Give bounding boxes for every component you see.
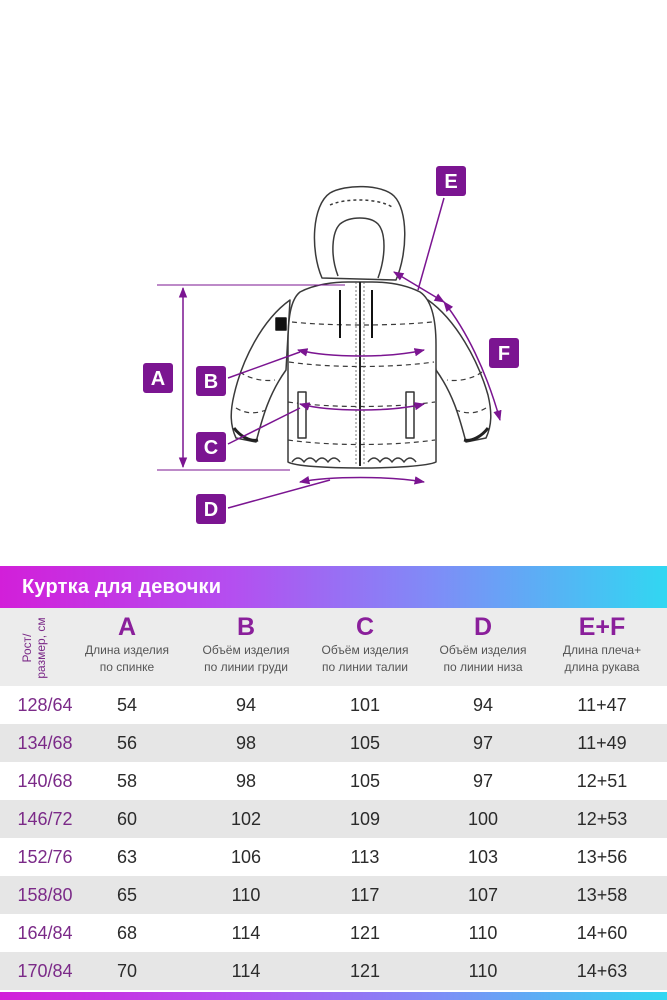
size-header-label: Рост/ размер, см (20, 617, 48, 679)
column-desc: по линии груди (204, 660, 288, 674)
value-cell-b: 98 (235, 771, 257, 791)
column-desc: Объём изделия (202, 643, 290, 657)
marker-b (196, 366, 226, 396)
column-desc: Объём изделия (321, 643, 409, 657)
value-cell-d: 103 (467, 847, 499, 867)
column-desc: Длина плеча+ (562, 643, 642, 657)
size-cell: 134/68 (17, 733, 73, 753)
value-cell-ef: 14+60 (576, 923, 628, 943)
value-cell-c: 121 (349, 923, 381, 943)
size-column-header (4, 614, 64, 682)
svg-text:E: E (444, 171, 458, 193)
table-row (0, 952, 667, 990)
column-letter: E+F (578, 613, 626, 641)
value-cell-c: 113 (350, 847, 380, 867)
value-cell-a: 65 (116, 885, 138, 905)
value-cell-ef: 11+49 (577, 733, 627, 753)
value-cell-c: 101 (349, 695, 381, 715)
value-cell-d: 110 (468, 923, 498, 943)
column-desc: длина рукава (564, 660, 640, 674)
jacket-illustration (231, 187, 491, 468)
value-cell-d: 97 (472, 771, 494, 791)
table-row (0, 762, 667, 800)
marker-f (489, 338, 519, 368)
value-cell-b: 98 (235, 733, 257, 753)
column-letter: D (473, 613, 493, 641)
value-cell-a: 68 (116, 923, 138, 943)
marker-a (143, 363, 173, 393)
column-letter: C (355, 613, 375, 641)
svg-text:B: B (203, 371, 219, 393)
value-cell-d: 107 (467, 885, 499, 905)
size-cell: 146/72 (17, 809, 73, 829)
table-row (0, 914, 667, 952)
size-cell: 128/64 (17, 695, 73, 715)
value-cell-b: 102 (230, 809, 262, 829)
marker-d (196, 494, 226, 524)
value-cell-a: 70 (116, 961, 138, 981)
size-cell: 170/84 (17, 961, 73, 981)
size-cell: 152/76 (17, 847, 73, 867)
column-desc: Длина изделия (85, 643, 169, 657)
value-cell-a: 56 (116, 733, 138, 753)
table-title: Куртка для девочки (22, 576, 222, 598)
value-cell-c: 105 (349, 771, 381, 791)
size-cell: 158/80 (17, 885, 73, 905)
table-row (0, 838, 667, 876)
value-cell-a: 63 (116, 847, 138, 867)
table-row (0, 686, 667, 724)
value-cell-ef: 11+47 (577, 695, 627, 715)
value-cell-c: 117 (350, 885, 380, 905)
column-header-b (181, 612, 311, 676)
column-desc: по линии низа (443, 660, 523, 674)
marker-c (196, 432, 226, 462)
marker-e (436, 166, 466, 196)
size-cell: 164/84 (17, 923, 73, 943)
value-cell-b: 114 (231, 923, 261, 943)
table-row (0, 876, 667, 914)
column-header-a (62, 612, 192, 676)
value-cell-d: 100 (467, 809, 499, 829)
column-letter: B (236, 613, 256, 641)
value-cell-ef: 14+63 (576, 961, 628, 981)
column-header-c (300, 612, 430, 676)
value-cell-d: 97 (472, 733, 494, 753)
value-cell-b: 114 (231, 961, 261, 981)
value-cell-a: 58 (116, 771, 138, 791)
svg-text:D: D (203, 499, 219, 521)
column-desc: по спинке (99, 660, 155, 674)
table-row (0, 800, 667, 838)
value-cell-b: 110 (231, 885, 261, 905)
value-cell-ef: 12+51 (576, 771, 628, 791)
value-cell-b: 94 (235, 695, 257, 715)
svg-text:C: C (203, 437, 219, 459)
value-cell-c: 121 (349, 961, 381, 981)
column-header-ef (537, 612, 667, 676)
value-cell-ef: 13+58 (576, 885, 628, 905)
column-letter: A (117, 613, 137, 641)
table-row (0, 724, 667, 762)
bottom-gradient-bar (0, 992, 667, 1000)
svg-text:A: A (150, 368, 166, 390)
table-title-bar (0, 566, 667, 608)
value-cell-c: 109 (349, 809, 381, 829)
column-desc: по линии талии (321, 660, 409, 674)
value-cell-a: 60 (116, 809, 138, 829)
value-cell-b: 106 (230, 847, 262, 867)
value-cell-a: 54 (116, 695, 138, 715)
column-desc: Объём изделия (439, 643, 527, 657)
value-cell-c: 105 (349, 733, 381, 753)
value-cell-ef: 12+53 (576, 809, 628, 829)
size-cell: 140/68 (17, 771, 73, 791)
table-header (0, 608, 667, 686)
value-cell-d: 110 (468, 961, 498, 981)
value-cell-d: 94 (472, 695, 494, 715)
value-cell-ef: 13+56 (576, 847, 628, 867)
svg-text:F: F (497, 343, 511, 365)
column-header-d (418, 612, 548, 676)
